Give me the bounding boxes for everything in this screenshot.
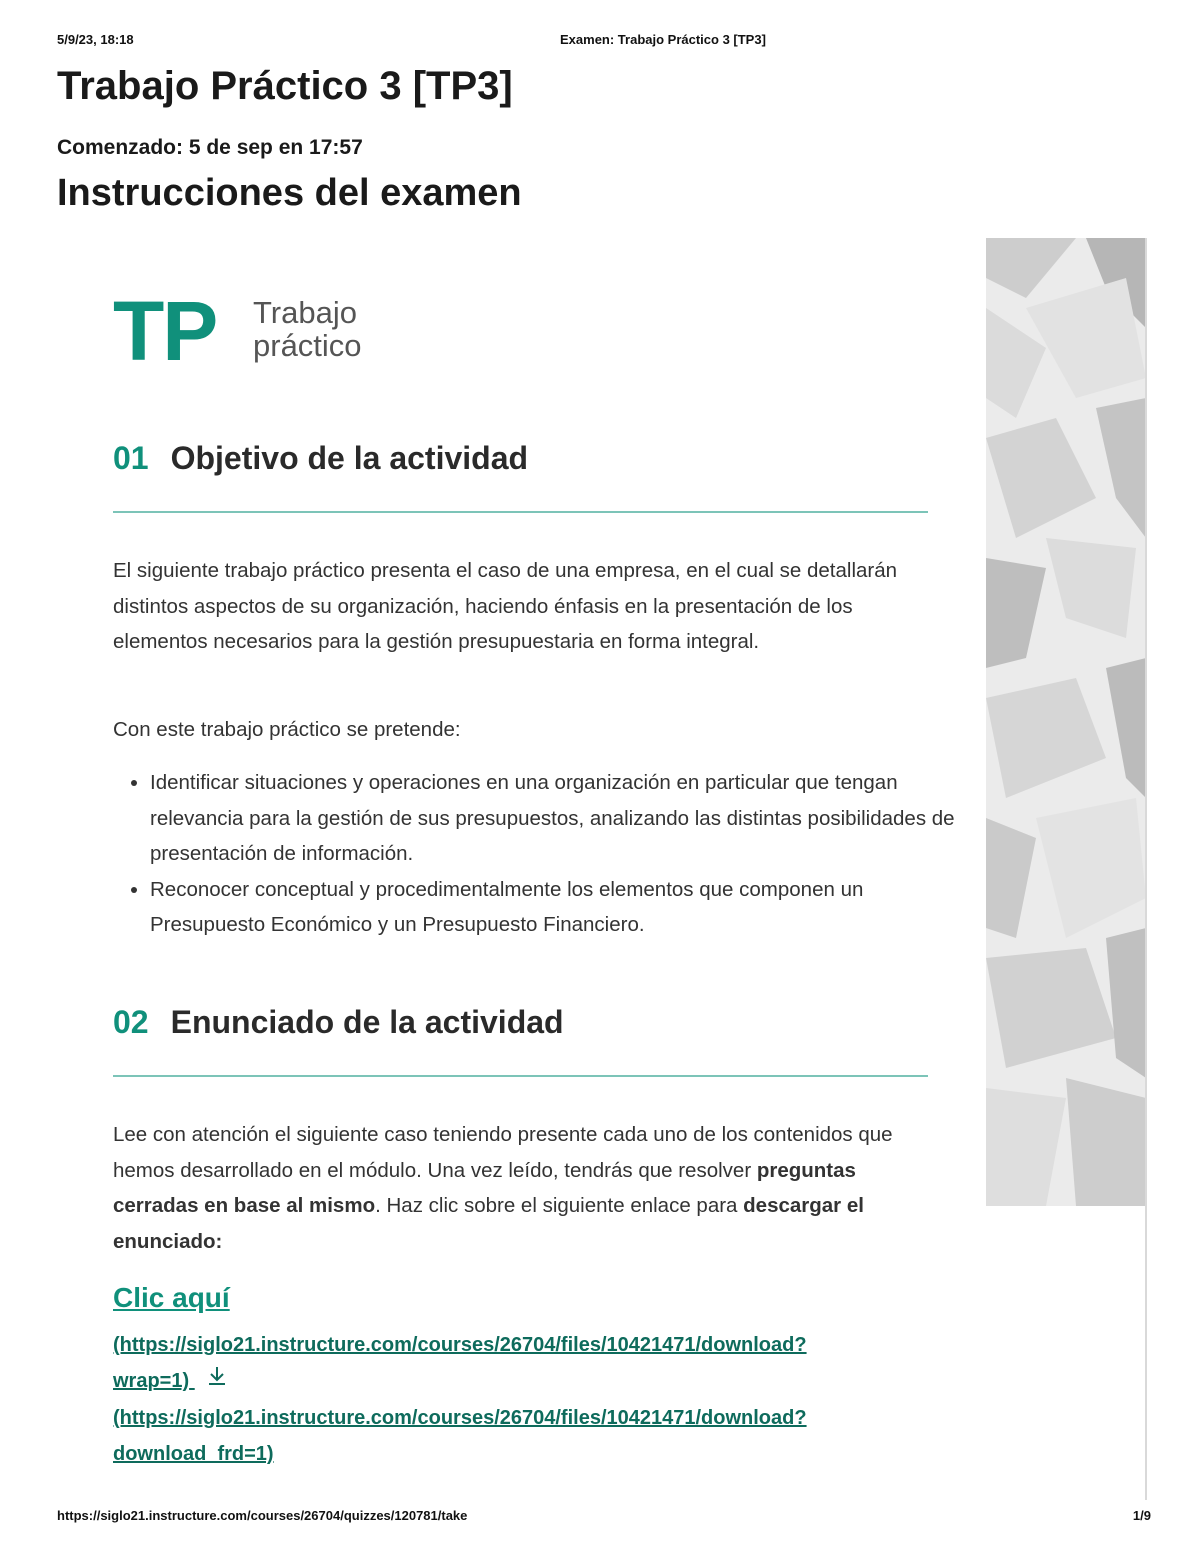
list-item: • Reconocer conceptual y procedimentalmente los elementos que componen un Presupuesto Económico y un Presupuesto Financiero. [150,872,960,943]
started-timestamp: Comenzado: 5 de sep en 17:57 [57,136,363,159]
tp-logo-letters: TP [113,284,217,378]
section-1-number: 01 [113,440,149,476]
page-counter: 1/9 [1132,1508,1151,1523]
section-2-number: 02 [113,1004,149,1040]
section-1-divider [113,511,928,513]
section-2-title: Enunciado de la actividad [170,1004,564,1040]
print-url: https://siglo21.instructure.com/courses/26704/quizzes/120781/take [57,1508,468,1523]
section-2-divider [113,1075,928,1077]
download-link-url-2-line1[interactable]: (https://siglo21.instructure.com/courses/26704/files/10421471/download? [113,1407,807,1429]
list-item: • Identificar situaciones y operaciones en una organización en particular que tengan relevancia para la gestión de sus presupuestos, analizando las distintas posibilidades de presentación de información. [150,765,960,872]
print-date: 5/9/23, 18:18 [57,32,134,47]
tp-logo-word2: práctico [253,328,362,363]
print-header [57,32,1157,52]
section-2-text-b: . Haz clic sobre el siguiente enlace para [375,1194,744,1217]
tp-logo-word1: Trabajo [253,295,357,330]
download-link-url-1-line1[interactable]: (https://siglo21.instructure.com/courses/26704/files/10421471/download? [113,1334,807,1356]
download-link-clic-aqui[interactable]: Clic aquí [113,1282,230,1313]
section-2-paragraph [113,1117,913,1259]
section-2-bold-a: preguntas cerradas en base al mismo [113,1158,856,1217]
section-2-heading [113,1004,564,1041]
section-1-intro: Con este trabajo práctico se pretende: [113,718,461,741]
page-title: Trabajo Práctico 3 [TP3] [57,64,513,108]
section-2-bold-b: descargar el enunciado: [113,1194,864,1253]
download-link-url-1-line2[interactable]: wrap=1) [113,1370,190,1392]
section-1-title: Objetivo de la actividad [170,440,529,476]
instructions-heading: Instrucciones del examen [57,172,522,214]
print-doc-title: Examen: Trabajo Práctico 3 [TP3] [560,32,766,47]
scrollbar-track [1145,238,1147,1500]
section-2-text-a: Lee con atención el siguiente caso teniendo presente cada uno de los contenidos que hemos desarrollado en el módulo. Una vez leído, tendrás que resolver [113,1123,893,1182]
tp-logo-words [253,296,362,362]
objectives-list [113,765,960,943]
decorative-architecture-image [986,238,1146,1206]
download-link-url-1-line2-row [113,1363,229,1400]
section-1-paragraph: El siguiente trabajo práctico presenta el caso de una empresa, en el cual se detallarán distintos aspectos de su organización, haciendo énfasis en la presentación de los elementos necesarios para la gestión presupuestaria en forma integral. [113,559,898,653]
download-icon[interactable] [205,1364,229,1400]
section-1-heading [113,440,528,477]
download-link-url-2-line2[interactable]: download_frd=1) [113,1443,274,1465]
tp-logo [113,284,413,380]
